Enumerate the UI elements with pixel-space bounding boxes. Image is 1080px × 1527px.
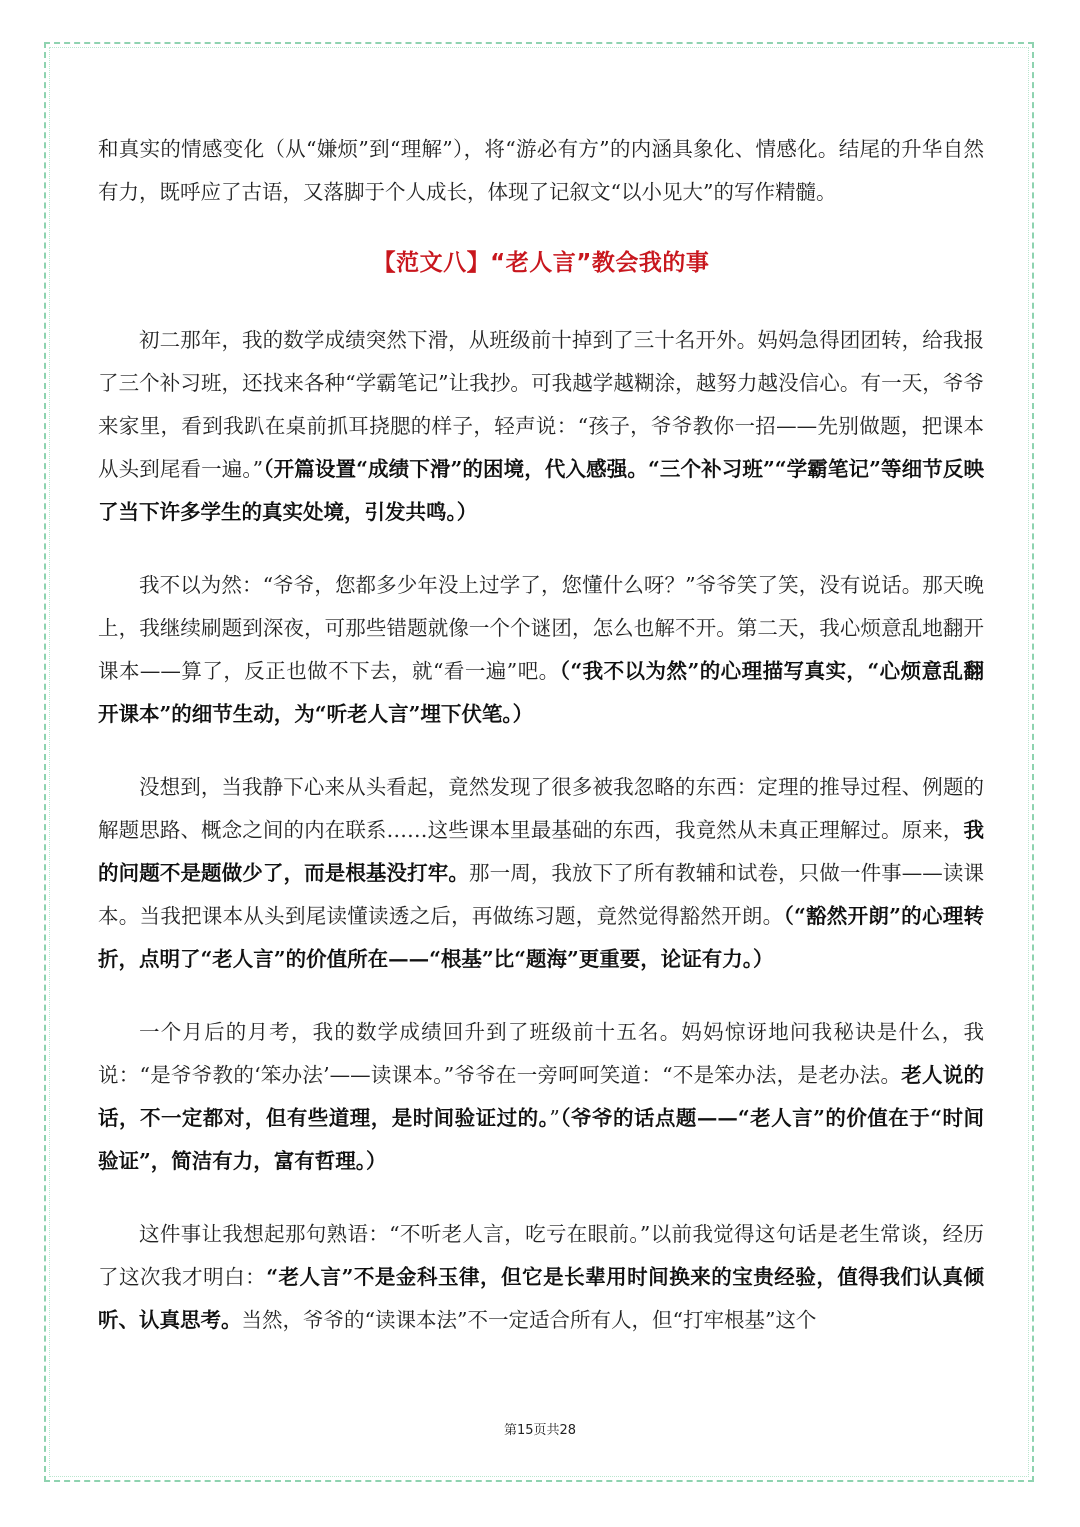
page-footer: 第15页共28	[503, 1423, 577, 1438]
essay-paragraph	[98, 319, 984, 534]
body-text: ”	[549, 1106, 560, 1130]
commentary-text: （开篇设置“成绩下滑”的困境，代入感强。“三个补习班”“学霸笔记”等细节反映了当下许多学生的真实处境，引发共鸣。）	[98, 457, 984, 524]
essay-paragraph	[98, 564, 984, 736]
body-text: 那一周，我放下了所有教辅和试卷，只做一件事——读课本。当我把课本从头到尾读懂读透之后，再做练习题，竟然觉得豁然开朗。	[98, 861, 985, 928]
intro-paragraph: 和真实的情感变化（从“嫌烦”到“理解”），将“游必有方”的内涵具象化、情感化。结尾的升华自然有力，既呼应了古语，又落脚于个人成长，体现了记叙文“以小见大”的写作精髓。	[98, 137, 984, 204]
body-text: 这件事让我想起那句熟语：“不听老人言，吃亏在眼前。”以前我觉得这句话是老生常谈，经历了这次我才明白：	[98, 1222, 984, 1289]
commentary-text: 我的问题不是题做少了，而是根基没打牢。	[98, 818, 984, 885]
body-text: 一个月后的月考，我的数学成绩回升到了班级前十五名。妈妈惊讶地问我秘诀是什么，我说：“是爷爷教的‘笨办法’——读课本。”爷爷在一旁呵呵笑道：“不是笨办法，是老办法。	[98, 1020, 984, 1087]
body-text: 我不以为然：“爷爷，您都多少年没上过学了，您懂什么呀？”爷爷笑了笑，没有说话。那天晚上，我继续刷题到深夜，可那些错题就像一个个谜团，怎么也解不开。第二天，我心烦意乱地翻开课本——算了，反正也做不下去，就“看一遍”吧。	[98, 573, 984, 683]
document-body	[98, 128, 984, 1372]
essay-title: 【范文八】“老人言”教会我的事	[372, 250, 710, 276]
commentary-text: （“我不以为然”的心理描写真实，“心烦意乱翻开课本”的细节生动，为“听老人言”埋下伏笔。）	[98, 659, 985, 726]
commentary-text: （爷爷的话点题——“老人言”的价值在于“时间验证”，简洁有力，富有哲理。）	[98, 1106, 985, 1173]
essay-paragraph	[98, 1011, 984, 1183]
commentary-text: （“豁然开朗”的心理转折，点明了“老人言”的价值所在——“根基”比“题海”更重要，论证有力。）	[98, 904, 984, 971]
commentary-text: 老人说的话，不一定都对，但有些道理，是时间验证过的。	[98, 1063, 984, 1130]
body-text: 没想到，当我静下心来从头看起，竟然发现了很多被我忽略的东西：定理的推导过程、例题的解题思路、概念之间的内在联系……这些课本里最基础的东西，我竟然从未真正理解过。原来，	[98, 775, 984, 842]
commentary-text: “老人言”不是金科玉律，但它是长辈用时间换来的宝贵经验，值得我们认真倾听、认真思考。	[98, 1265, 985, 1332]
essay-paragraphs	[98, 319, 984, 1342]
body-text: 初二那年，我的数学成绩突然下滑，从班级前十掉到了三十名开外。妈妈急得团团转，给我报了三个补习班，还找来各种“学霸笔记”让我抄。可我越学越糊涂，越努力越没信心。有一天，爷爷来家里，看到我趴在桌前抓耳挠腮的样子，轻声说：“孩子，爷爷教你一招——先别做题，把课本从头到尾看一遍。”	[98, 328, 984, 481]
essay-paragraph	[98, 766, 984, 981]
body-text: 当然，爷爷的“读课本法”不一定适合所有人，但“打牢根基”这个	[241, 1308, 817, 1332]
essay-paragraph	[98, 1213, 984, 1342]
